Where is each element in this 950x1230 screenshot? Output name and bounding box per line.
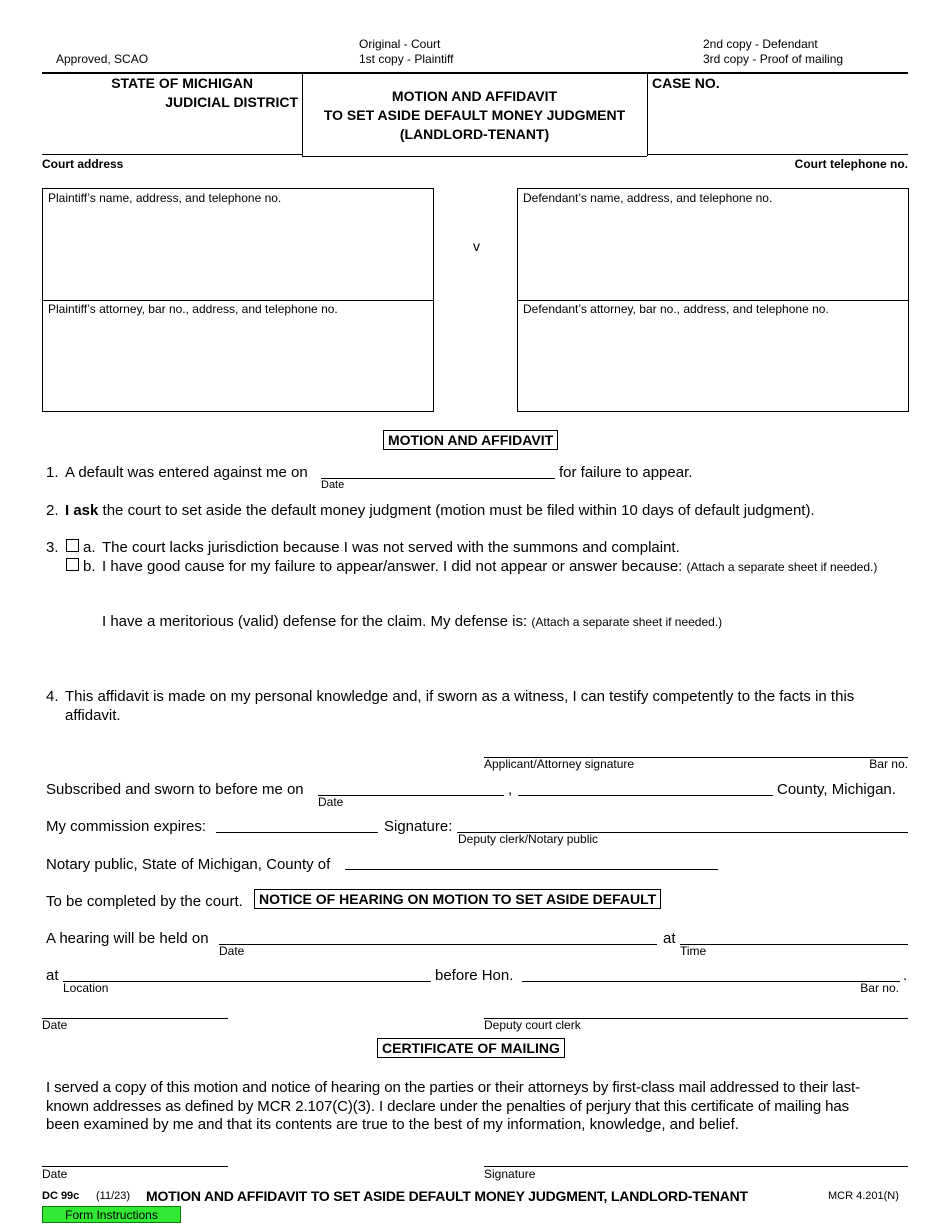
hearing-heading: NOTICE OF HEARING ON MOTION TO SET ASIDE DEFAULT — [254, 889, 661, 909]
item2-number: 2. — [46, 502, 59, 519]
hearing-location-field[interactable] — [63, 981, 431, 982]
form-revision: (11/23) — [96, 1190, 131, 1202]
sworn-date-field[interactable] — [318, 795, 504, 796]
item1-number: 1. — [46, 464, 59, 481]
defense-attach-note: (Attach a separate sheet if needed.) — [531, 615, 723, 629]
form-title-line1: MOTION AND AFFIDAVIT — [391, 88, 558, 104]
item4-line2: affidavit. — [65, 707, 121, 724]
state-of-michigan: STATE OF MICHIGAN — [111, 75, 253, 91]
notary-county-field[interactable] — [345, 869, 718, 870]
hearing-location-label: Location — [63, 981, 109, 995]
commission-date-field[interactable] — [216, 832, 378, 833]
applicant-signature-label: Applicant/Attorney signature — [484, 757, 635, 771]
item2-bold: I ask — [65, 502, 99, 519]
item3b-attach-note: (Attach a separate sheet if needed.) — [686, 560, 878, 574]
defendant-box-divider — [517, 300, 909, 301]
copy-first: 1st copy - Plaintiff — [359, 52, 454, 66]
mailing-signature-field[interactable] — [484, 1166, 908, 1167]
mailing-signature-label: Signature — [484, 1167, 536, 1181]
commission-text: My commission expires: — [46, 818, 207, 835]
form-title-line2: TO SET ASIDE DEFAULT MONEY JUDGMENT — [323, 107, 626, 123]
form-instructions-button[interactable]: Form Instructions — [42, 1206, 181, 1223]
court-telephone-label: Court telephone no. — [794, 157, 908, 171]
clerk-date-label: Date — [42, 1018, 68, 1032]
item3a-text: The court lacks jurisdiction because I was not served with the summons and complaint. — [102, 539, 680, 556]
item3b-text — [102, 558, 877, 575]
hearing-time-field[interactable] — [680, 944, 908, 945]
checkbox-3a[interactable] — [66, 539, 79, 552]
notary-county-text: Notary public, State of Michigan, County of — [46, 856, 331, 873]
defendant-attorney-label: Defendant’s attorney, bar no., address, and telephone no. — [523, 302, 829, 316]
default-date-field[interactable] — [321, 478, 555, 479]
hearing-period: . — [903, 967, 908, 984]
before-hon: before Hon. — [435, 967, 514, 984]
item2-text — [65, 502, 815, 519]
plaintiff-box-divider — [42, 300, 434, 301]
certificate-heading: CERTIFICATE OF MAILING — [377, 1038, 565, 1058]
versus: v — [473, 238, 480, 254]
mailing-date-field[interactable] — [42, 1166, 228, 1167]
copy-second: 2nd copy - Defendant — [703, 37, 818, 51]
item3b-main: I have good cause for my failure to appear/answer. I did not appear or answer because: — [102, 558, 683, 575]
form-title-line3: (LANDLORD-TENANT) — [399, 126, 550, 142]
caption-case-line — [647, 154, 908, 155]
item3-number: 3. — [46, 539, 59, 556]
item3b-letter: b. — [83, 558, 96, 575]
certificate-line2: known addresses as defined by MCR 2.107(C)(3). I declare under the penalties of perjury that this certificate of mailing has — [46, 1098, 850, 1115]
certificate-line1: I served a copy of this motion and notice of hearing on the parties or their attorneys by first-class mail addressed to their last- — [46, 1079, 860, 1096]
item4-line1: This affidavit is made on my personal knowledge and, if sworn as a witness, I can testify competently to the facts in this — [65, 688, 855, 705]
hearing-held-on: A hearing will be held on — [46, 930, 209, 947]
signature-text: Signature: — [384, 818, 453, 835]
county-michigan: County, Michigan. — [777, 781, 896, 798]
case-no-label: CASE NO. — [652, 75, 720, 91]
caption-district-line — [42, 154, 302, 155]
defense-text — [102, 613, 722, 630]
judge-bar-no-label: Bar no. — [860, 981, 899, 995]
deputy-notary-label: Deputy clerk/Notary public — [458, 832, 599, 846]
item2-rest: the court to set aside the default money judgment (motion must be filed within 10 days of default judgment). — [102, 502, 815, 519]
item4-number: 4. — [46, 688, 59, 705]
caption-divider-right — [647, 73, 648, 156]
hearing-date-label: Date — [219, 944, 245, 958]
item1-text-end: for failure to appear. — [559, 464, 693, 481]
item1-text: A default was entered against me on — [65, 464, 308, 481]
caption-top-rule — [42, 72, 908, 74]
defense-main: I have a meritorious (valid) defense for the claim. My defense is: — [102, 613, 528, 630]
hearing-at: at — [663, 930, 676, 947]
caption-title-bottom — [302, 156, 647, 157]
subscribed-text: Subscribed and sworn to before me on — [46, 781, 304, 798]
approved-scao: Approved, SCAO — [56, 52, 149, 66]
mailing-date-label: Date — [42, 1167, 68, 1181]
default-date-label: Date — [321, 479, 345, 491]
defendant-name-label: Defendant’s name, address, and telephone no. — [523, 191, 773, 205]
court-rule: MCR 4.201(N) — [828, 1190, 899, 1202]
form-number: DC 99c — [42, 1190, 80, 1202]
sworn-county-field[interactable] — [518, 795, 773, 796]
judicial-district: JUDICIAL DISTRICT — [165, 94, 298, 110]
hearing-time-label: Time — [680, 944, 707, 958]
copy-original: Original - Court — [359, 37, 441, 51]
plaintiff-attorney-label: Plaintiff’s attorney, bar no., address, and telephone no. — [48, 302, 338, 316]
sworn-comma: , — [508, 781, 513, 798]
applicant-bar-no-label: Bar no. — [869, 757, 908, 771]
court-address-label: Court address — [42, 157, 124, 171]
completed-by-court: To be completed by the court. — [46, 893, 243, 910]
sworn-date-label: Date — [318, 795, 344, 809]
motion-heading: MOTION AND AFFIDAVIT — [383, 430, 558, 450]
plaintiff-name-label: Plaintiff’s name, address, and telephone no. — [48, 191, 282, 205]
copy-third: 3rd copy - Proof of mailing — [703, 52, 844, 66]
deputy-clerk-label: Deputy court clerk — [484, 1018, 581, 1032]
certificate-line3: been examined by me and that its contents are true to the best of my information, knowledge, and belief. — [46, 1116, 739, 1133]
checkbox-3b[interactable] — [66, 558, 79, 571]
clerk-date-field[interactable] — [42, 1018, 228, 1019]
item3a-letter: a. — [83, 539, 96, 556]
hearing-date-field[interactable] — [219, 944, 657, 945]
footer-title: MOTION AND AFFIDAVIT TO SET ASIDE DEFAULT MONEY JUDGMENT, LANDLORD-TENANT — [146, 1188, 748, 1204]
location-at: at — [46, 967, 59, 984]
